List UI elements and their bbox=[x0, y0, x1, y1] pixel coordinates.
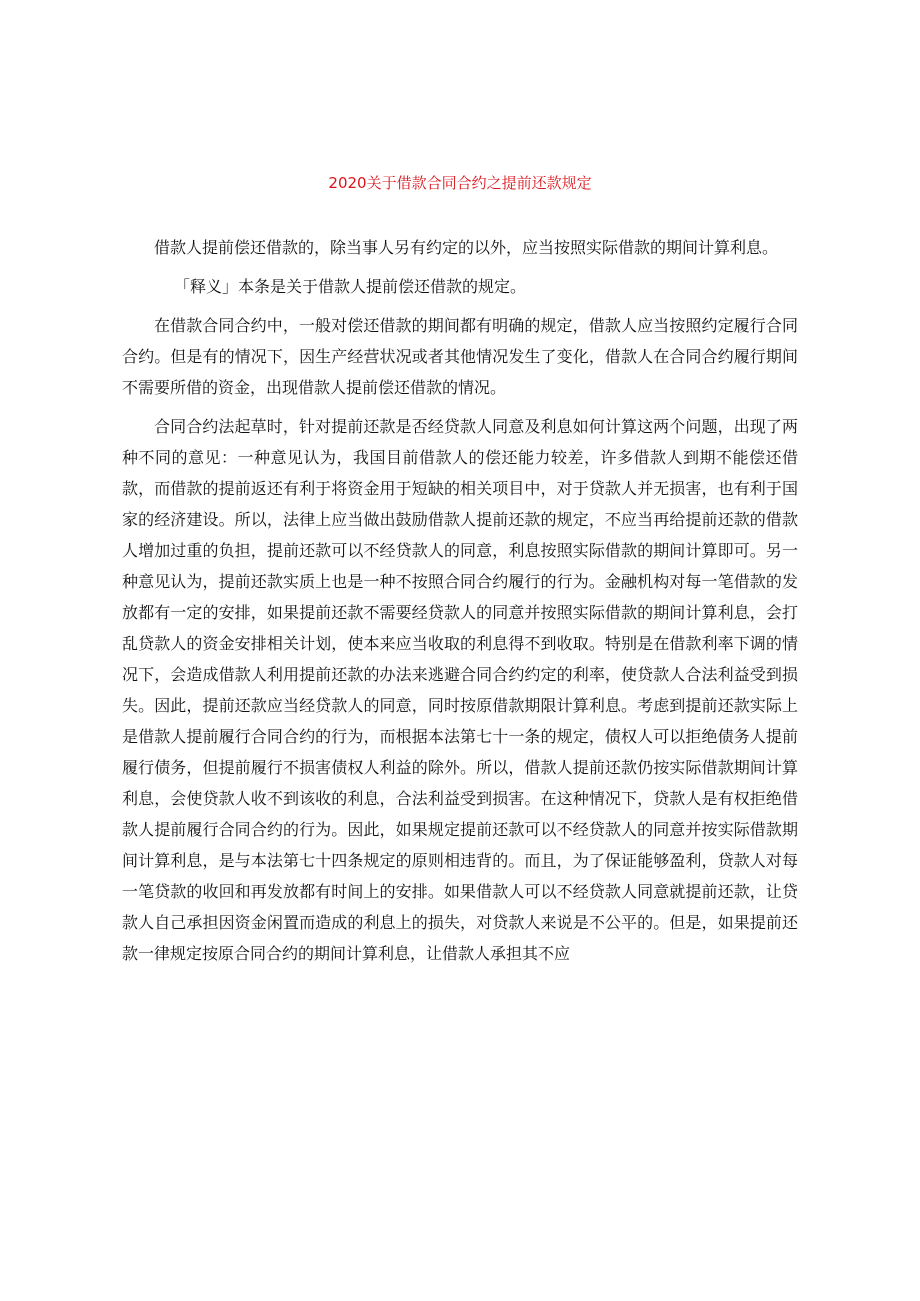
paragraph-discussion: 合同合约法起草时，针对提前还款是否经贷款人同意及利息如何计算这两个问题，出现了两种不同的意见：一种意见认为，我国目前借款人的偿还能力较差，许多借款人到期不能偿还借款，而借款的提前返还有利于将资金用于短缺的相关项目中，对于贷款人并无损害，也有利于国家的经济建设。所以，法律上应当做出鼓励借款人提前还款的规定，不应当再给提前还款的借款人增加过重的负担，提前还款可以不经贷款人的同意，利息按照实际借款的期间计算即可。另一种意见认为，提前还款实质上也是一种不按照合同合约履行的行为。金融机构对每一笔借款的发放都有一定的安排，如果提前还款不需要经贷款人的同意并按照实际借款的期间计算利息，会打乱贷款人的资金安排相关计划，使本来应当收取的利息得不到收取。特别是在借款利率下调的情况下，会造成借款人利用提前还款的办法来逃避合同合约约定的利率，使贷款人合法利益受到损失。因此，提前还款应当经贷款人的同意，同时按原借款期限计算利息。考虑到提前还款实际上是借款人提前履行合同合约的行为，而根据本法第七十一条的规定，债权人可以拒绝债务人提前履行债务，但提前履行不损害债权人利益的除外。所以，借款人提前还款仍按实际借款期间计算利息，会使贷款人收不到该收的利息，合法利益受到损害。在这种情况下，贷款人是有权拒绝借款人提前履行合同合约的行为。因此，如果规定提前还款可以不经贷款人的同意并按实际借款期间计算利息，是与本法第七十四条规定的原则相违背的。而且，为了保证能够盈利，贷款人对每一笔贷款的收回和再发放都有时间上的安排。如果借款人可以不经贷款人同意就提前还款，让贷款人自己承担因资金闲置而造成的利息上的损失，对贷款人来说是不公平的。但是，如果提前还款一律规定按原合同合约的期间计算利息，让借款人承担其不应 bbox=[122, 417, 798, 963]
paragraph-background: 在借款合同合约中，一般对偿还借款的期间都有明确的规定，借款人应当按照约定履行合同合约。但是有的情况下，因生产经营状况或者其他情况发生了变化，借款人在合同合约履行期间不需要所借的资金，出现借款人提前偿还借款的情况。 bbox=[122, 316, 798, 397]
document-title: 2020关于借款合同合约之提前还款规定 bbox=[328, 174, 592, 192]
document-body bbox=[122, 232, 798, 977]
paragraph-explanation-heading: 「释义」本条是关于借款人提前偿还借款的规定。 bbox=[174, 277, 527, 296]
paragraph-rule: 借款人提前偿还借款的，除当事人另有约定的以外，应当按照实际借款的期间计算利息。 bbox=[154, 238, 779, 257]
